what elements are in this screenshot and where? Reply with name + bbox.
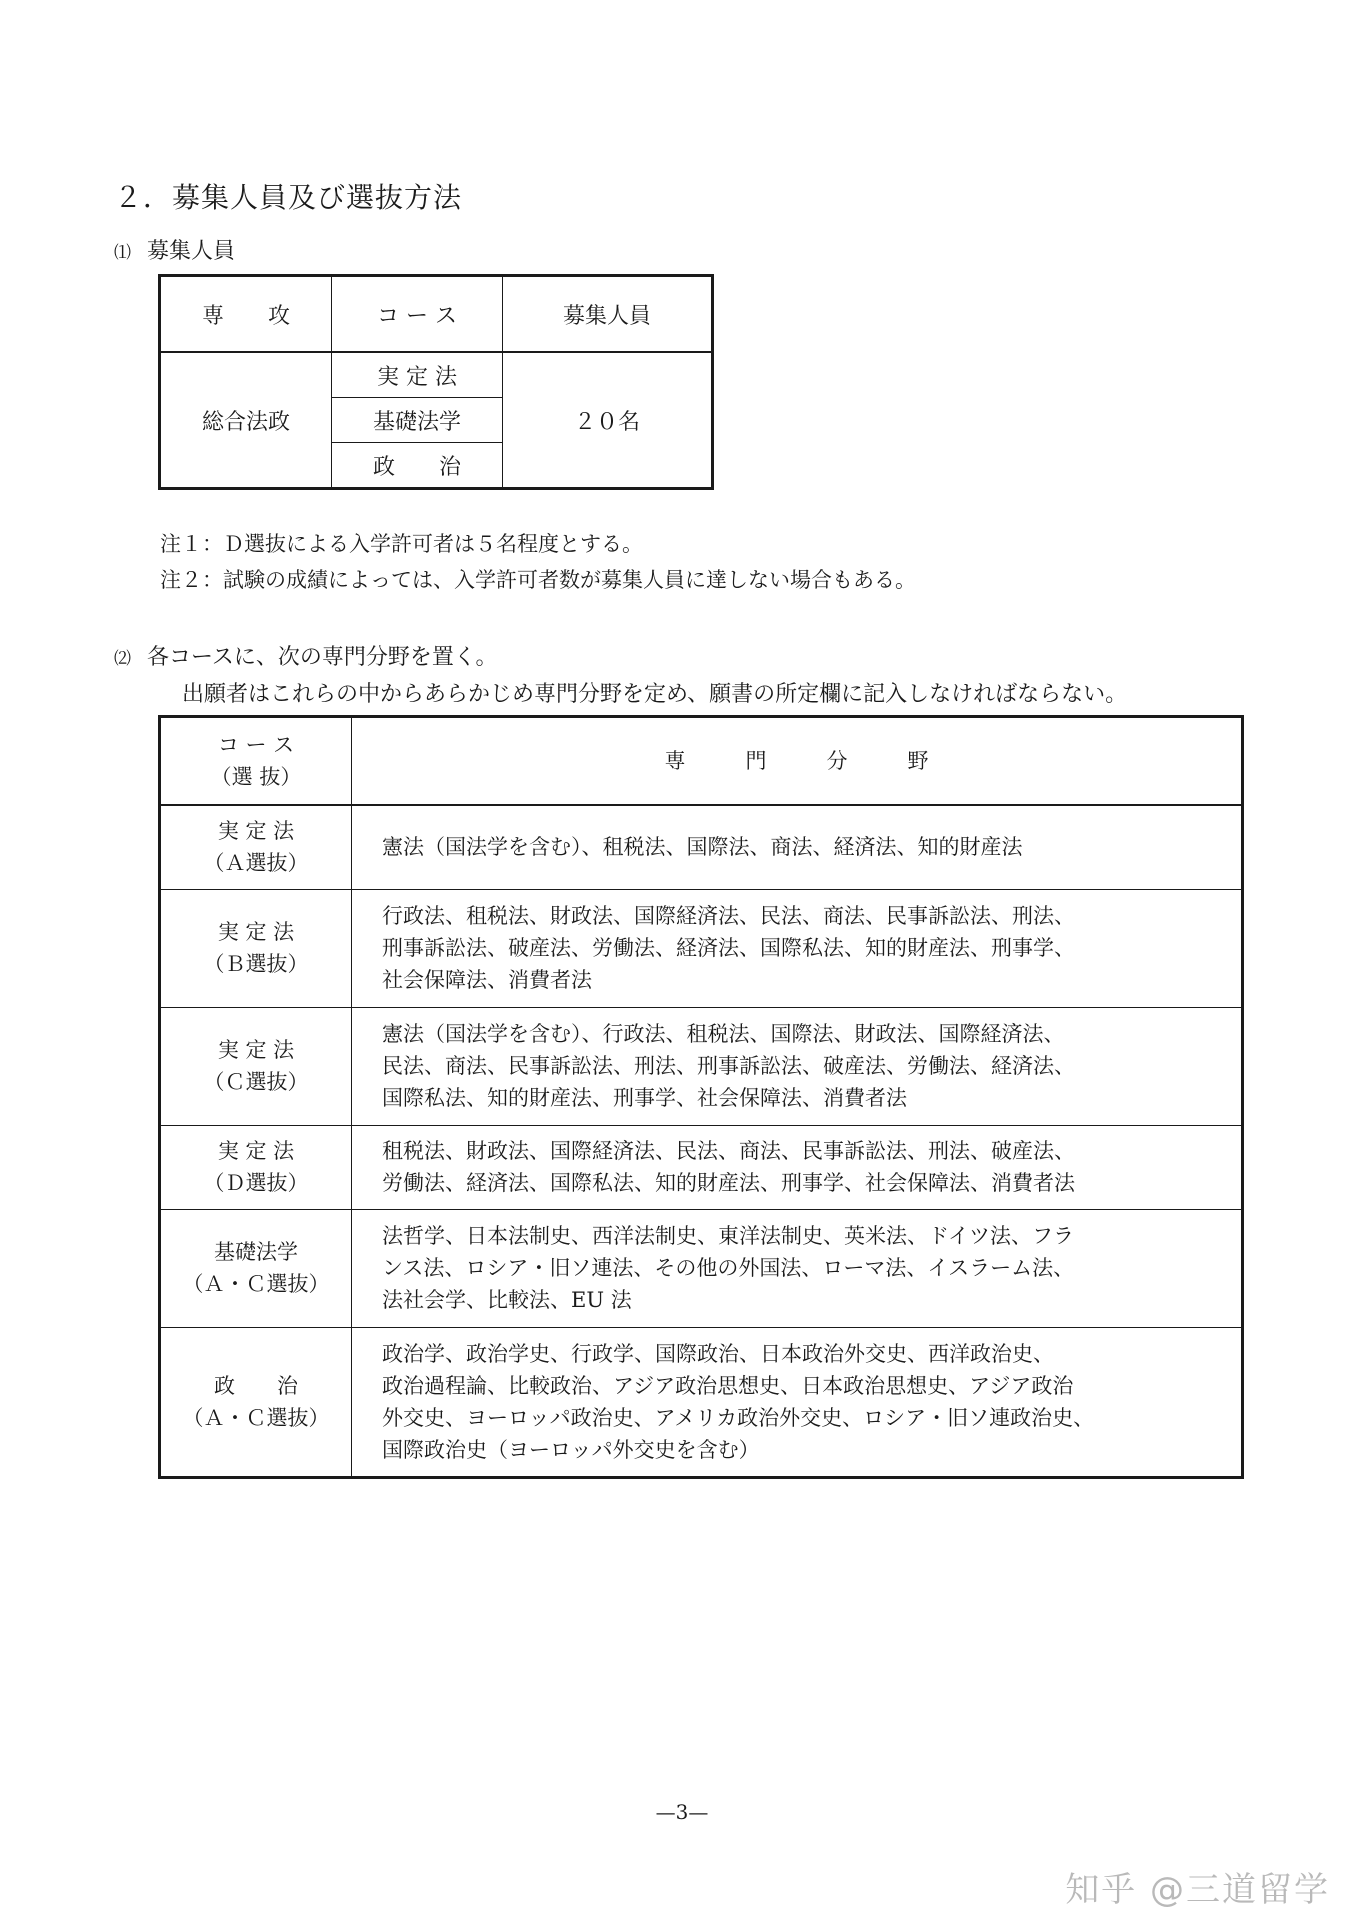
capacity-cell: ２０名 (503, 352, 713, 489)
capacity-table-header-row (160, 276, 713, 353)
fields-line: 国際政治史（ヨーロッパ外交史を含む） (382, 1437, 760, 1462)
course-selection: （Ａ選抜） (203, 851, 309, 876)
course-selection: （Ａ・Ｃ選抜） (182, 1405, 330, 1430)
fields-cell (352, 1327, 1243, 1477)
course-cell (160, 889, 352, 1007)
fields-line: 民法、商法、民事訴訟法、刑法、刑事訴訟法、破産法、労働法、経済法、 (382, 1054, 1075, 1078)
fields-line: 外交史、ヨーロッパ政治史、アメリカ政治外交史、ロシア・旧ソ連政治史、 (382, 1405, 1095, 1430)
subsection-2-number: ⑵ (114, 649, 131, 669)
subsection-2-heading (114, 640, 497, 671)
course-cell: 実 定 法 (332, 352, 503, 398)
course-cell: 政 治 (332, 443, 503, 489)
fields-line: 国際私法、知的財産法、刑事学、社会保障法、消費者法 (382, 1086, 907, 1110)
course-selection: （Ａ・Ｃ選抜） (182, 1272, 330, 1296)
fields-cell (352, 889, 1243, 1007)
capacity-table-row (160, 352, 713, 398)
header-fields (352, 717, 1243, 806)
fields-table-header-row (160, 717, 1243, 806)
header-fields-label: 専門分野 (664, 749, 989, 773)
fields-line: 法社会学、比較法、EU 法 (382, 1288, 632, 1312)
header-course-label: コ ー ス (217, 733, 295, 757)
fields-line: 憲法（国法学を含む）、行政法、租税法、国際法、財政法、国際経済法、 (382, 1022, 1065, 1046)
watermark: 知乎 @三道留学 (1065, 1870, 1330, 1910)
course-cell (160, 1007, 352, 1125)
fields-cell (352, 805, 1243, 889)
course-name: 実 定 法 (217, 920, 295, 944)
fields-table-row (160, 1125, 1243, 1209)
page-number: —3— (655, 1800, 709, 1824)
header-capacity: 募集人員 (503, 276, 713, 353)
subsection-2-title: 各コースに、次の専門分野を置く。 (147, 645, 498, 670)
capacity-table (158, 274, 714, 490)
fields-line: 租税法、財政法、国際経済法、民法、商法、民事訴訟法、刑法、破産法、 (382, 1139, 1075, 1163)
subsection-1-title: 募集人員 (147, 239, 236, 264)
course-name: 実 定 法 (217, 1139, 295, 1163)
fields-cell (352, 1007, 1243, 1125)
course-name: 基礎法学 (214, 1240, 298, 1264)
fields-table-row (160, 1209, 1243, 1327)
fields-table-row (160, 1327, 1243, 1477)
fields-table-row (160, 805, 1243, 889)
subsection-1-heading (114, 234, 235, 265)
header-major: 専 攻 (160, 276, 332, 353)
course-selection: （Ｃ選抜） (203, 1070, 309, 1094)
course-cell (160, 1209, 352, 1327)
header-course: コ ー ス (332, 276, 503, 353)
course-cell (160, 805, 352, 889)
major-cell: 総合法政 (160, 352, 332, 489)
fields-line: 政治過程論、比較政治、アジア政治思想史、日本政治思想史、アジア政治 (382, 1373, 1074, 1398)
fields-line: 法哲学、日本法制史、西洋法制史、東洋法制史、英米法、ドイツ法、フラ (382, 1224, 1074, 1248)
subsection-2-description: 出願者はこれらの中からあらかじめ専門分野を定め、願書の所定欄に記入しなければならない。 (182, 682, 1128, 707)
course-name: 実 定 法 (217, 1038, 295, 1062)
section-title: ２．募集人員及び選抜方法 (114, 181, 463, 214)
course-cell (160, 1327, 352, 1477)
course-selection: （Ｂ選抜） (203, 952, 309, 976)
fields-line: 政治学、政治学史、行政学、国際政治、日本政治外交史、西洋政治史、 (382, 1341, 1054, 1366)
fields-line: 刑事訴訟法、破産法、労働法、経済法、国際私法、知的財産法、刑事学、 (382, 936, 1075, 960)
note-1: 注１：Ｄ選抜による入学許可者は５名程度とする。 (160, 532, 643, 556)
course-cell: 基礎法学 (332, 398, 503, 443)
note-2: 注２：試験の成績によっては、入学許可者数が募集人員に達しない場合もある。 (160, 568, 916, 592)
subsection-1-number: ⑴ (114, 243, 131, 263)
fields-line: 労働法、経済法、国際私法、知的財産法、刑事学、社会保障法、消費者法 (382, 1171, 1075, 1195)
header-course-selection (160, 717, 352, 806)
course-cell (160, 1125, 352, 1209)
course-name: 実 定 法 (217, 819, 295, 844)
course-name: 政 治 (214, 1373, 298, 1398)
fields-table-row (160, 889, 1243, 1007)
fields-cell (352, 1209, 1243, 1327)
header-selection-label: （選 抜） (210, 765, 302, 789)
fields-line: 社会保障法、消費者法 (382, 968, 592, 992)
fields-table (158, 715, 1244, 1479)
fields-line: 憲法（国法学を含む）、租税法、国際法、商法、経済法、知的財産法 (382, 835, 1023, 860)
fields-table-row (160, 1007, 1243, 1125)
course-selection: （Ｄ選抜） (203, 1171, 309, 1195)
fields-cell (352, 1125, 1243, 1209)
fields-line: ンス法、ロシア・旧ソ連法、その他の外国法、ローマ法、イスラーム法、 (382, 1256, 1075, 1280)
fields-line: 行政法、租税法、財政法、国際経済法、民法、商法、民事訴訟法、刑法、 (382, 904, 1075, 928)
